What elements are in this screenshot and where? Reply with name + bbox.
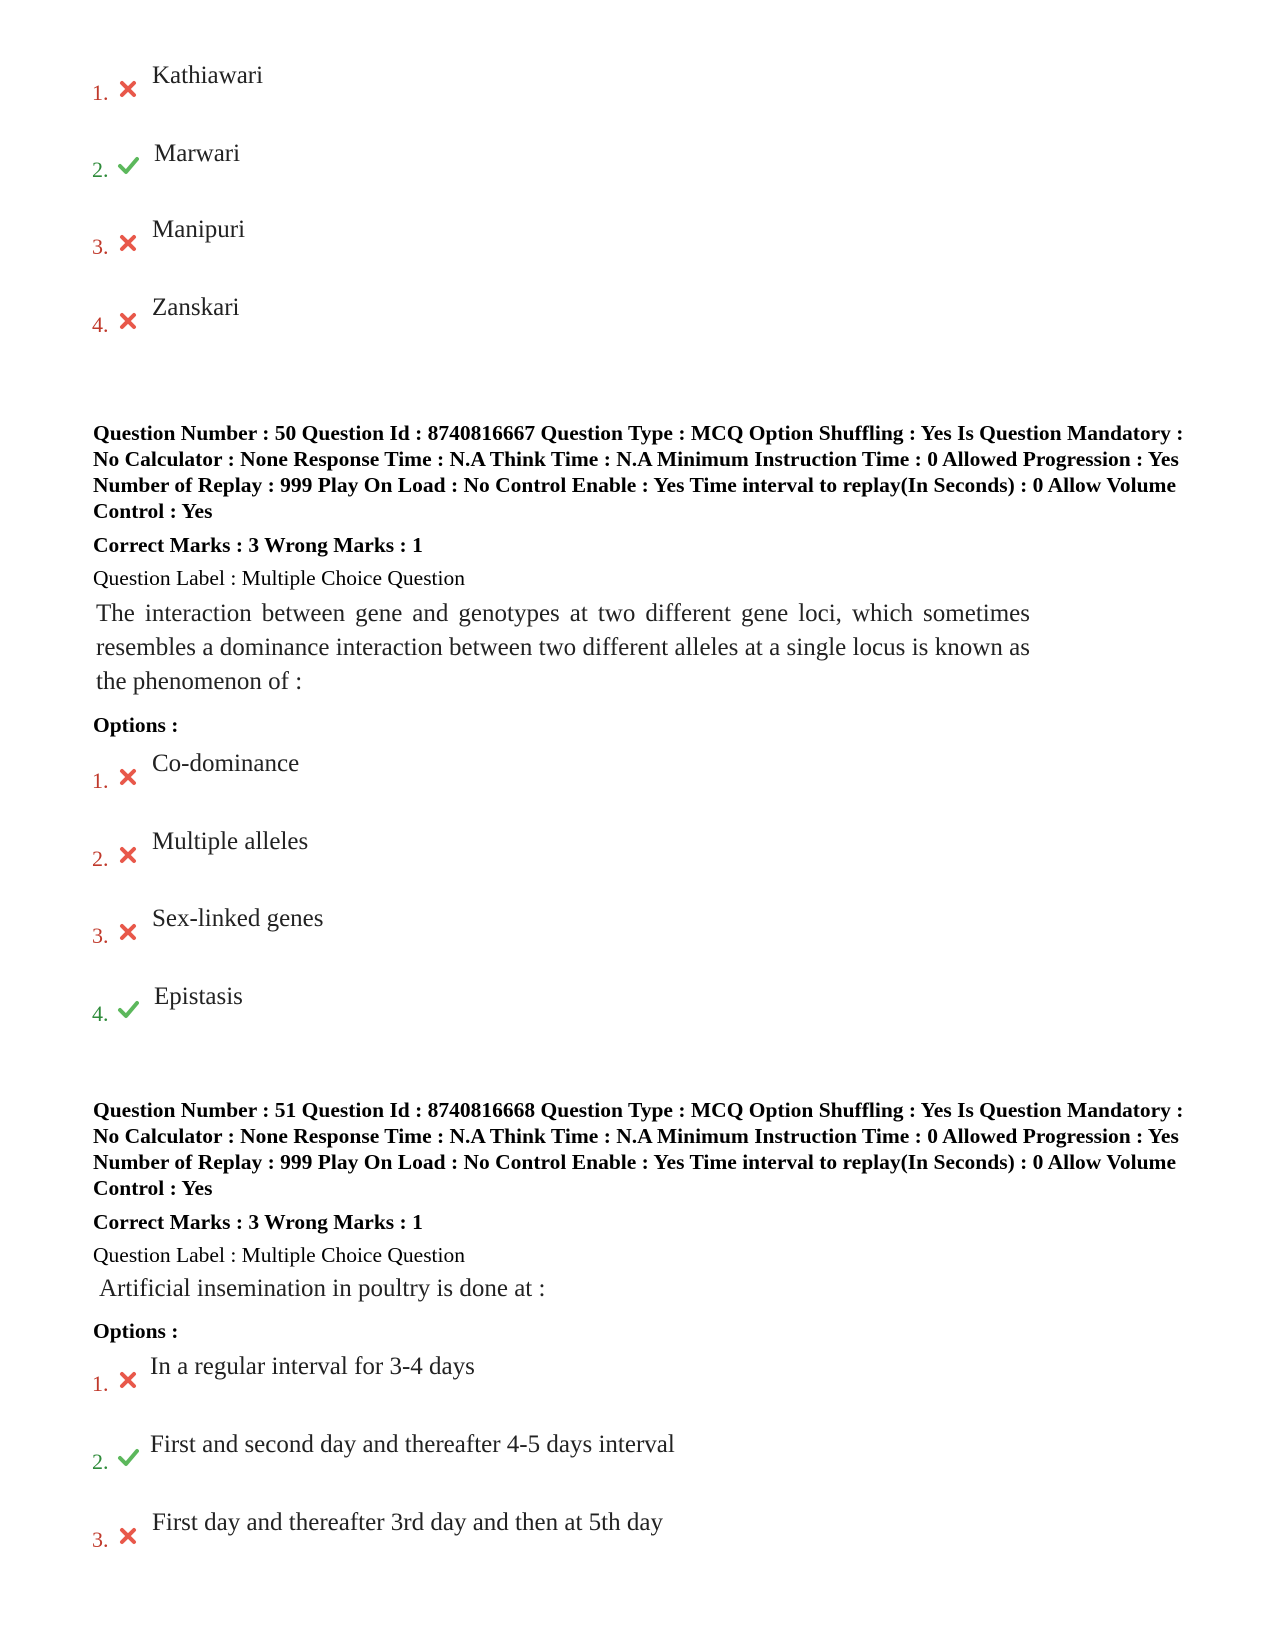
- option-number: 3.: [92, 234, 109, 259]
- cross-icon: [117, 78, 139, 100]
- option-item: [0, 983, 1275, 1043]
- cross-icon: [117, 1525, 139, 1547]
- option-item: [0, 828, 1275, 888]
- option-text: Zanskari: [152, 294, 240, 321]
- option-number: 1.: [92, 768, 109, 793]
- option-text: Manipuri: [152, 216, 246, 243]
- question-50-meta: Question Number : 50 Question Id : 8740816667 Question Type : MCQ Option Shuffling : Yes Is Question Mandatory : No Calculator : None Response Time : N.A Think Time : N.A Minimum Instruction Time : 0 Allowed Progression : Yes Number of Replay : 999 Play On Load : No Control Enable : Yes Time interval to replay(In Seconds) : 0 Allow Volume Control : Yes: [93, 421, 1184, 523]
- option-number: 4.: [92, 1001, 109, 1026]
- cross-icon: [117, 766, 139, 788]
- option-text: Co-dominance: [152, 750, 300, 777]
- cross-icon: [117, 232, 139, 254]
- option-text: Sex-linked genes: [152, 905, 324, 932]
- option-item: [0, 216, 1275, 276]
- option-text: Kathiawari: [152, 62, 264, 89]
- cross-icon: [117, 1369, 139, 1391]
- option-number: 2.: [92, 157, 109, 182]
- option-item: [0, 294, 1275, 354]
- option-item: [0, 750, 1275, 810]
- option-text: In a regular interval for 3-4 days: [150, 1353, 475, 1380]
- cross-icon: [117, 310, 139, 332]
- question-51-options-heading: Options :: [93, 1319, 179, 1343]
- question-50-options-heading: Options :: [93, 713, 179, 737]
- option-text: Multiple alleles: [152, 828, 309, 855]
- option-item: [0, 62, 1275, 122]
- question-50-marks: Correct Marks : 3 Wrong Marks : 1: [93, 533, 423, 557]
- question-50-label: Question Label : Multiple Choice Question: [93, 566, 466, 590]
- option-text: Marwari: [154, 140, 241, 167]
- option-number: 1.: [92, 1371, 109, 1396]
- question-51-meta: Question Number : 51 Question Id : 8740816668 Question Type : MCQ Option Shuffling : Yes Is Question Mandatory : No Calculator : None Response Time : N.A Think Time : N.A Minimum Instruction Time : 0 Allowed Progression : Yes Number of Replay : 999 Play On Load : No Control Enable : Yes Time interval to replay(In Seconds) : 0 Allow Volume Control : Yes: [93, 1098, 1184, 1200]
- cross-icon: [117, 921, 139, 943]
- option-item: [0, 1431, 1275, 1491]
- option-text: Epistasis: [154, 983, 243, 1010]
- option-item: [0, 905, 1275, 965]
- option-number: 2.: [92, 1449, 109, 1474]
- option-number: 3.: [92, 1527, 109, 1552]
- option-number: 3.: [92, 923, 109, 948]
- option-text: First day and thereafter 3rd day and then at 5th day: [152, 1509, 663, 1536]
- option-item: [0, 1353, 1275, 1413]
- question-50-text: The interaction between gene and genotypes at two different gene loci, which sometimes resembles a dominance interaction between two different alleles at a single locus is known as the phenomenon of :: [96, 600, 1030, 695]
- option-text: First and second day and thereafter 4-5 days interval: [150, 1431, 675, 1458]
- check-icon: [117, 154, 139, 176]
- cross-icon: [117, 844, 139, 866]
- option-number: 1.: [92, 80, 109, 105]
- check-icon: [117, 1446, 139, 1468]
- option-number: 2.: [92, 846, 109, 871]
- option-item: [0, 140, 1275, 200]
- question-51-marks: Correct Marks : 3 Wrong Marks : 1: [93, 1210, 423, 1234]
- question-51-text: Artificial insemination in poultry is done at :: [99, 1275, 546, 1302]
- question-51-label: Question Label : Multiple Choice Question: [93, 1243, 466, 1267]
- option-item: [0, 1509, 1275, 1569]
- option-number: 4.: [92, 312, 109, 337]
- check-icon: [117, 998, 139, 1020]
